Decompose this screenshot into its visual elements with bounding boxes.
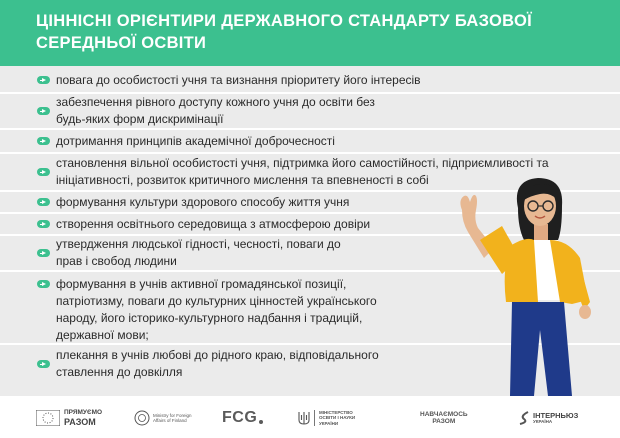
list-item-text: формування культури здорового способу життя учня — [56, 194, 350, 209]
page-title-line-2: СЕРЕДНЬОЇ ОСВІТИ — [36, 34, 207, 52]
arrow-right-icon — [37, 107, 50, 115]
finland-crest-icon — [134, 410, 150, 426]
arrow-right-icon — [37, 249, 50, 257]
logo4-line3: УКРАЇНИ — [319, 420, 339, 426]
arrow-right-icon — [37, 76, 50, 84]
list-item — [0, 94, 620, 130]
logo5-line1: НАВЧАЄМОСЬ — [420, 410, 468, 418]
jacket-left — [505, 239, 538, 302]
logo2-line2: Affairs of Finland — [153, 418, 187, 423]
logo4-line2: ОСВІТИ І НАУКИ — [319, 415, 356, 421]
logo-pryamuyemo-razom — [36, 406, 102, 430]
list-item-text: забезпечення рівного доступу кожного учня до освіти без будь-яких форм дискримінації — [56, 95, 375, 126]
arrow-right-icon — [37, 220, 50, 228]
list-item-text: створення освітнього середовища з атмосферою довіри — [56, 216, 371, 231]
woman-illustration — [440, 170, 600, 396]
list-item-text: плекання в учнів любові до рідного краю, відповідального ставлення до довкілля — [56, 348, 379, 379]
logo1-line1: ПРЯМУЄМО — [64, 409, 103, 417]
logo4-line1: МІНІСТЕРСТВО — [319, 409, 353, 415]
list-item-text: формування в учнів активної громадянської позиції, патріотизму, поваги до культурних цінностей українського народу, його історико-культурного надбання і традицій, державної мови; — [56, 277, 377, 342]
logo-navchaemos-razom — [420, 406, 468, 430]
arrow-right-icon — [37, 168, 50, 176]
page-title — [36, 10, 596, 54]
logo-internews — [518, 406, 578, 430]
list-item-text: становлення вільної особистості учня, підтримка його самостійності, підприємливості та ініціативності, розвиток критичного мислення та впевненості в собі — [56, 156, 549, 187]
logo-fcg — [222, 406, 263, 430]
page-title-line-1: ЦІННІСНІ ОРІЄНТИРИ ДЕРЖАВНОГО СТАНДАРТУ БАЗОВОЇ — [36, 12, 532, 30]
arrow-right-icon — [37, 137, 50, 145]
neck — [534, 224, 548, 240]
logo5-line2: РАЗОМ — [432, 418, 456, 425]
logo-ministry-finland — [134, 406, 192, 430]
logo-divider — [314, 410, 315, 426]
list-item — [0, 68, 620, 94]
logo2-line1: Ministry for Foreign — [153, 412, 192, 418]
arrow-right-icon — [37, 280, 50, 288]
logo1-line2: РАЗОМ — [64, 416, 96, 427]
logo3-text: FCG — [222, 409, 258, 426]
trident-icon — [298, 410, 310, 426]
arrow-right-icon — [37, 198, 50, 206]
header-banner — [0, 0, 620, 66]
list-item-text: утвердження людської гідності, чесності, поваги до прав і свобод людини — [56, 237, 341, 268]
pants — [510, 302, 572, 396]
logo-ministry-education — [298, 406, 355, 430]
lower-hand — [579, 305, 591, 319]
list-item — [0, 130, 620, 154]
internews-swoosh-icon — [518, 410, 530, 426]
arrow-right-icon — [37, 360, 50, 368]
fcg-dot-icon — [259, 420, 263, 424]
logo6-line2: УКРАЇНА — [533, 419, 553, 424]
eu-flag-icon — [36, 410, 60, 426]
footer-logos — [0, 396, 620, 438]
list-item-text: повага до особистості учня та визнання пріоритету його інтересів — [56, 72, 421, 87]
list-item-text: дотримання принципів академічної доброчесності — [56, 133, 335, 148]
logo6-line1: ІНТЕРНЬЮЗ — [533, 410, 579, 420]
